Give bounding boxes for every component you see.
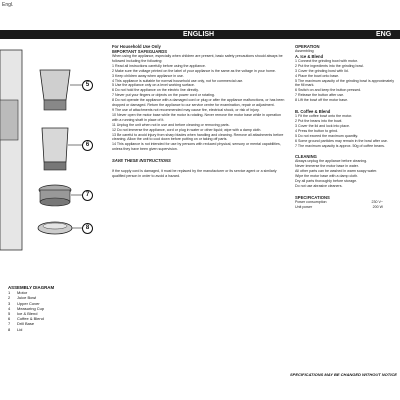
appliance-parts-drawing bbox=[0, 40, 95, 280]
ice-blend-step: 5 The maximum capacity of the grinding bowl is approximately the fill mark. bbox=[295, 78, 395, 88]
diagram-item: 4 Measuring Cup bbox=[8, 305, 45, 311]
safeguard-item: 6 Do not hold the appliance on the electric line directly. bbox=[112, 88, 199, 93]
save-instructions-title: SAVE THESE INSTRUCTIONS bbox=[112, 158, 171, 164]
header-label-right: ENG bbox=[376, 31, 392, 38]
cleaning-title: CLEANING bbox=[295, 154, 317, 160]
safeguard-item: 5 Use the appliance only on a level working surface. bbox=[112, 83, 195, 88]
callout-6: 6 bbox=[82, 140, 93, 151]
diagram-item: 6 Coffee & Blend bbox=[8, 316, 44, 322]
ice-blend-step: 7 Release the button after use. bbox=[295, 93, 345, 98]
coffee-blend-step: 5 Do not exceed the maximum quantity. bbox=[295, 133, 359, 138]
ice-blend-step: 2 Put the ingredients into the grinding bowl. bbox=[295, 63, 364, 68]
page-mark: Engl. bbox=[2, 2, 14, 8]
cleaning-item: Dry all parts thoroughly before storage. bbox=[295, 179, 358, 184]
ice-blend-step: 8 Lift the bowl off the motor base. bbox=[295, 98, 349, 103]
coffee-blend-step: 2 Put the beans into the bowl. bbox=[295, 118, 343, 123]
diagram-item: 2 Juice Bowl bbox=[8, 295, 37, 301]
cleaning-item: Wipe the motor base with a damp cloth. bbox=[295, 174, 359, 179]
ice-blend-step: 3 Cover the grinding bowl with lid. bbox=[295, 68, 349, 73]
operation-title: OPERATION bbox=[295, 44, 320, 49]
safeguard-item: 1 Read all instructions carefully before using the appliance. bbox=[112, 63, 206, 68]
ice-blend-step: 6 Switch on and keep the button pressed. bbox=[295, 88, 362, 93]
safeguard-item: 14 This appliance is not intended for use by persons with reduced physical, sensory or mental capabilities, unless they have been given supervision. bbox=[112, 142, 281, 152]
coffee-blend-step: 3 Cover the lid and lock into place. bbox=[295, 123, 350, 128]
diagram-item: 3 Upper Cover bbox=[8, 300, 40, 306]
assembly-diagram-list bbox=[8, 285, 54, 332]
safeguard-item: 7 Never put your fingers or objects on the power cord or rotating. bbox=[112, 93, 215, 98]
safeguard-item: 12 Do not immerse the appliance, cord or plug in water or other liquid; wipe with a damp cloth. bbox=[112, 127, 262, 132]
coffee-blend-step: 4 Press the button to grind. bbox=[295, 128, 339, 133]
callout-7: 7 bbox=[82, 190, 93, 201]
coffee-blend-bowl-shape bbox=[42, 128, 68, 162]
safeguard-item: 4 This appliance is suitable for normal household use only, not for commercial use. bbox=[112, 78, 244, 83]
motor-body-shape bbox=[0, 50, 22, 250]
cleaning-item: All other parts can be washed in warm soapy water. bbox=[295, 169, 378, 174]
safeguards-title: IMPORTANT SAFEGUARDS bbox=[112, 49, 168, 54]
callout-5: 5 bbox=[82, 80, 93, 91]
coffee-blend-step: 7 The maximum capacity is approx. 50g of coffee beans. bbox=[295, 143, 385, 148]
header-label-left: ENGLISH bbox=[183, 31, 215, 38]
cleaning-item: Always unplug the appliance before cleaning. bbox=[295, 159, 368, 164]
ice-blend-bowl-shape bbox=[40, 70, 70, 100]
ice-blend-step: 4 Place the bowl onto base. bbox=[295, 73, 340, 78]
cleaning-item: Never immerse the motor base in water. bbox=[295, 164, 359, 169]
ice-blend-title: A. Ice & Blend bbox=[295, 53, 324, 59]
ice-blend-step: 1 Connect the grinding bowl with motor. bbox=[295, 58, 358, 63]
safeguard-item: 11 Unplug the unit when not in use and before cleaning or removing parts. bbox=[112, 122, 230, 127]
safeguard-item: 13 Be careful to avoid injury from sharp blades when handling and cleaning. Remove all attachments before cleaning. Allow the unit to cool down before putting on or taking off parts. bbox=[112, 132, 284, 142]
safeguard-item: 2 Make sure the voltage printed on the label of your appliance is the same as the voltage in your home. bbox=[112, 68, 276, 73]
coffee-blend-title: B. Coffee & Blend bbox=[295, 109, 331, 115]
coffee-blend-step: 6 Some ground particles may remain in the bowl after use. bbox=[295, 138, 388, 143]
assembly-diagram-title: ASSEMBLY DIAGRAM bbox=[8, 285, 55, 290]
operation-column bbox=[295, 44, 399, 210]
safeguard-item: 8 Do not operate the appliance with a damaged cord or plug or after the appliance malfunctions, or has been dropped or damaged. Return the appliance to our service centre for examination, repair or adjustment. bbox=[112, 98, 285, 108]
safeguard-item: 9 The use of attachments not recommended may cause fire, electrical shock, or risk of injury. bbox=[112, 107, 260, 112]
diagram-item: 1 Motor bbox=[8, 290, 28, 296]
coffee-blend-step: 1 Fit the coffee bowl onto the motor. bbox=[295, 114, 353, 119]
supply-cord-note: If the supply cord is damaged, it must be replaced by the manufacturer or its service agent or a similarly qualified person in order to avoid a hazard. bbox=[112, 169, 277, 179]
spec-row: Power consumption 230 V~ bbox=[295, 199, 383, 204]
spec-change-notice: SPECIFICATIONS MAY BE CHANGED WITHOUT NOTICE bbox=[290, 372, 397, 377]
safeguard-item: 3 Keep children away when appliance in use. bbox=[112, 73, 184, 78]
household-use-title: For Household Use Only bbox=[112, 44, 161, 49]
cleaning-item: Do not use abrasive cleaners. bbox=[295, 183, 343, 188]
specifications-title: SPECIFICATIONS bbox=[295, 194, 330, 200]
spec-row: Unit power 200 W bbox=[295, 204, 383, 209]
safeguards-intro: When using the appliance, especially when children are present, basic safety precautions should always be followed including the following: bbox=[112, 54, 283, 63]
diagram-item: 5 Ice & Blend bbox=[8, 311, 38, 317]
safeguard-item: 10 Never open the motor base while the motor is rotating. Never remove the motor base while in operation with a running shaft in place of it. bbox=[112, 112, 281, 122]
diagram-item: 7 Drill Base bbox=[8, 321, 35, 327]
safeguards-column bbox=[112, 44, 286, 179]
diagram-item: 8 Lid bbox=[8, 326, 23, 332]
callout-8: 8 bbox=[82, 223, 93, 234]
assembling-subtitle: Assembling bbox=[295, 49, 314, 53]
